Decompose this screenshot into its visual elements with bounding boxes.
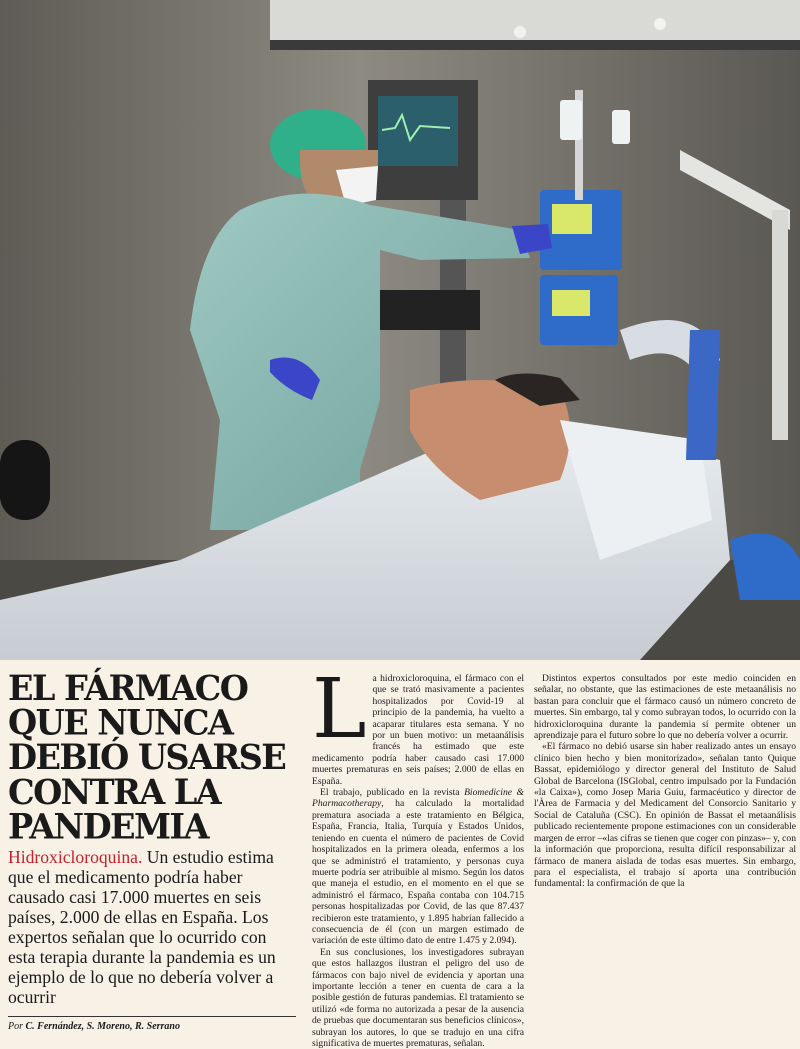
headline-line: CONTRA LA — [8, 772, 221, 813]
headline-line: DEBIÓ USARSE — [8, 737, 286, 778]
byline-rule — [8, 1016, 296, 1017]
dropcap: L — [312, 662, 367, 757]
paragraph-text: En sus conclusiones, los investigadores subrayan que estos hallazgos ilustran el peligro del uso de fármacos con bajo nivel de evidencia y aportan una importante lección a tener en cuenta de cara a la posible gestión de futuras pandemias. El tratamiento se utilizó «de forma no autorizada a pesar de la ausencia de pruebas que documentaran sus beneficios clínicos», subrayan los autores, lo que se tradujo en una cifra significativa de muertes prematuras, señalan. — [312, 946, 524, 1049]
article-paragraph — [534, 673, 796, 741]
paragraph-text: «El fármaco no debió usarse sin haber realizado antes un ensayo clínico bien hecho y bien monitorizado», señalan tanto Quique Bassat, epidemiólogo y director general del Instituto de Salud Global de Barcelona (ISGlobal, centro impulsado por la Fundación «la Caixa»), como Josep Maria Guiu, farmacéutico y director de l'Àrea de Farmacia y del Medicament del Consorcio Sanitario y Social de Cataluña (CSC). En opinión de Bassat el metaanálisis publicado recientemente propone estimaciones con un considerable margen de error –«las cifras se tienen que coger con pinzas»– y, con la información que proporciona, resulta difícil responsabilizar al fármaco de manera aislada de todas esas muertes. Sin embargo, para el especialista, el trabajo sí aporta una contribución fundamental: la confirmación de que la — [534, 741, 796, 890]
article-paragraph — [312, 787, 524, 947]
headline-column — [8, 668, 296, 1032]
article-column-2 — [534, 673, 796, 993]
headline-line: PANDEMIA — [8, 806, 208, 847]
article-paragraph — [534, 741, 796, 889]
paragraph-text: Distintos expertos consultados por este medio coinciden en señalar, no obstante, que las estimaciones de este metaanálisis no bastan para concluir que el fármaco causó un número concreto de muertes. Sin embargo, tal y como subrayan todos, lo ocurrido con la hidroxicloroquina durante la pandemia sí permite obtener un aprendizaje para el futuro sobre lo que no debería volver a ocurrir. — [534, 673, 796, 742]
article-paragraph — [312, 947, 524, 1049]
byline-names: C. Fernández, S. Moreno, R. Serrano — [25, 1021, 180, 1032]
paragraph-text: a hidroxicloroquina, el fármaco con el que se trató masivamente a pacientes hospitalizados por Covid-19 al principio de la pandemia, ha vuelto a acaparar titulares esta semana. Y no por un buen motivo: un metaanálisis francés ha estimado que este medicamento podría haber causado casi 17.000 muertes prematuras en seis países; 2.000 de ellas en España. — [312, 673, 524, 787]
paragraph-text: , ha calculado la mortalidad prematura asociada a este tratamiento en Bélgica, España, Francia, Italia, Turquía y Estados Unidos, teniendo en cuenta el número de pacientes de Covid hospitalizados en la primera oleada, enfermos a los que se administró el tratamiento, y personas cuya muerte podría ser atribuible al mismo. Según los datos que maneja el estudio, en el momento en el que se administró el fármaco, España contaba con 104.715 personas hospitalizadas por Covid, de las que 87.437 recibieron este tratamiento, y 1.895 habrían fallecido a consecuencia de él (con un margen estimado de variación de este último dato de entre 1.475 y 2.094). — [312, 798, 524, 947]
deck-tag: Hidroxicloroquina. — [8, 847, 143, 867]
byline-prefix: Por — [8, 1021, 26, 1032]
article-column-1 — [312, 662, 524, 1049]
headline-line: EL FÁRMACO — [8, 668, 248, 709]
paragraph-text: El trabajo, publicado en la revista — [320, 787, 465, 799]
byline — [8, 1021, 296, 1032]
deck-text: Un estudio estima que el medicamento podría haber causado casi 17.000 muertes en seis países, 2.000 de ellas en España. Los expertos señalan que lo ocurrido con esta terapia durante la pandemia es un ejemplo de lo que no debería volver a ocurrir — [8, 847, 276, 1007]
article-paragraph — [312, 662, 524, 787]
headline — [8, 668, 296, 847]
headline-line: QUE NUNCA — [8, 702, 233, 743]
deck — [8, 847, 296, 1007]
journal-name: Biomedicine & Pharmacotherapy — [312, 787, 524, 810]
